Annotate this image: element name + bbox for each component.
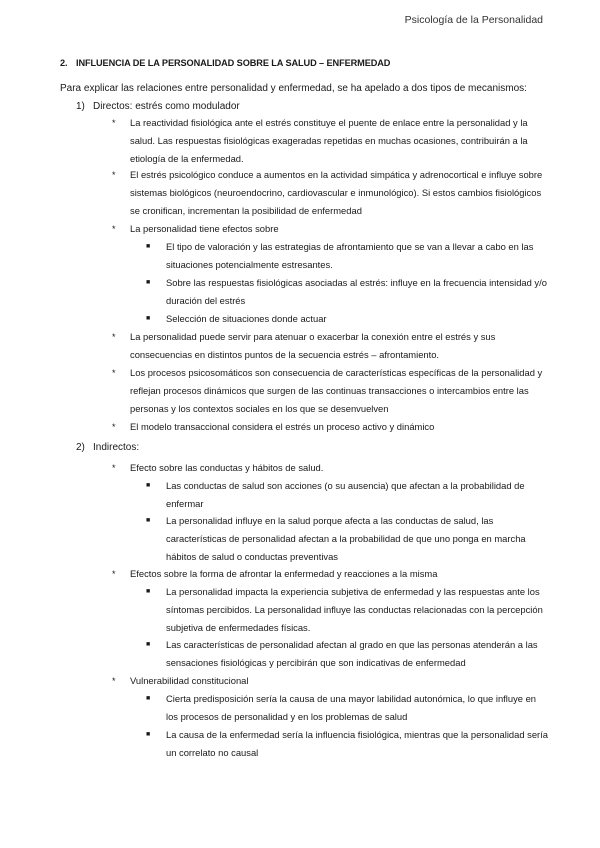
section-title-text: INFLUENCIA DE LA PERSONALIDAD SOBRE LA SALUD – ENFERMEDAD (76, 58, 391, 68)
square-bullet-icon: ■ (146, 243, 151, 250)
list-item-text: Vulnerabilidad constitucional (130, 675, 249, 686)
sub-list-item-text: La causa de la enfermedad sería la influencia fisiológica, mientras que la personalidad sería un correlato no causal (166, 729, 548, 758)
list-item-text: El estrés psicológico conduce a aumentos en la actividad simpática y adrenocortical e influye sobre sistemas biológicos (neuroendocrino, cardiovascular e inmunológico). Si estos cambios fisiológicos se cronifican, incrementan la posibilidad de enfermedad (130, 169, 543, 216)
sub-list-item (146, 636, 550, 672)
sub-list-item-text: La personalidad impacta la experiencia subjetiva de enfermedad y las respuestas ante los síntomas percibidos. La personalidad influye las conductas relacionadas con la percepción subjetiva de enfermedades físicas. (166, 586, 543, 633)
list-item (112, 114, 550, 168)
section-number: 2. (60, 58, 68, 68)
square-bullet-icon: ■ (146, 695, 151, 702)
sub-list-item-text: Cierta predisposición sería la causa de una mayor labilidad autonómica, lo que influye en los procesos de personalidad y en los problemas de salud (166, 693, 537, 722)
asterisk-bullet-icon: * (112, 224, 116, 234)
intro-paragraph: Para explicar las relaciones entre personalidad y enfermedad, se ha apelado a dos tipos de mecanismos: (60, 83, 527, 94)
sub-list-item-text: Las conductas de salud son acciones (o su ausencia) que afectan a la probabilidad de enfermar (166, 480, 525, 509)
asterisk-bullet-icon: * (112, 463, 116, 473)
list-item-text: Efecto sobre las conductas y hábitos de salud. (130, 462, 324, 473)
list-item-text: Los procesos psicosomáticos son consecuencia de características específicas de la personalidad y reflejan procesos dinámicos que surgen de las continuas transacciones o intercambios entre las personas y los contextos sociales en los que se desenvuelven (130, 367, 543, 414)
group-heading-indirectos (76, 442, 139, 453)
sub-list-item-text: La personalidad influye en la salud porque afecta a las conductas de salud, las características de personalidad afectan a la probabilidad de que uno ponga en marcha hábitos de salud o conductas preventivas (166, 515, 526, 562)
list-item (112, 459, 550, 477)
list-item (112, 328, 550, 364)
asterisk-bullet-icon: * (112, 676, 116, 686)
sub-list-item (146, 310, 550, 328)
sub-list-item (146, 512, 550, 566)
list-item (112, 418, 550, 436)
asterisk-bullet-icon: * (112, 332, 116, 342)
list-item (112, 220, 550, 238)
sub-list-item-text: Las características de personalidad afectan al grado en que las personas atenderán a las sensaciones fisiológicas y percibirán que son indicativas de enfermedad (166, 639, 538, 668)
asterisk-bullet-icon: * (112, 422, 116, 432)
group-heading-directos (76, 101, 240, 112)
group-number: 1) (76, 101, 85, 112)
asterisk-bullet-icon: * (112, 368, 116, 378)
list-item (112, 672, 550, 690)
square-bullet-icon: ■ (146, 641, 151, 648)
square-bullet-icon: ■ (146, 588, 151, 595)
asterisk-bullet-icon: * (112, 118, 116, 128)
square-bullet-icon: ■ (146, 731, 151, 738)
list-item-text: Efectos sobre la forma de afrontar la enfermedad y reacciones a la misma (130, 568, 438, 579)
square-bullet-icon: ■ (146, 315, 151, 322)
asterisk-bullet-icon: * (112, 170, 116, 180)
list-item (112, 565, 550, 583)
list-item-text: El modelo transaccional considera el estrés un proceso activo y dinámico (130, 421, 435, 432)
sub-list-item (146, 583, 550, 637)
sub-list-item-text: Selección de situaciones donde actuar (166, 313, 327, 324)
sub-list-item (146, 726, 550, 762)
group-title: Indirectos: (93, 442, 140, 453)
square-bullet-icon: ■ (146, 482, 151, 489)
sub-list-item (146, 690, 550, 726)
sub-list-item (146, 238, 550, 274)
list-item (112, 364, 550, 418)
group-number: 2) (76, 442, 85, 453)
list-item (112, 166, 550, 220)
list-item-text: La reactividad fisiológica ante el estrés constituye el puente de enlace entre la personalidad y la salud. Las respuestas fisiológicas exageradas repetidas en muchas ocasiones, contribuirán a la etiología de la enfermedad. (130, 117, 528, 164)
section-heading (60, 58, 390, 68)
asterisk-bullet-icon: * (112, 569, 116, 579)
square-bullet-icon: ■ (146, 517, 151, 524)
sub-list-item (146, 477, 550, 513)
sub-list-item-text: Sobre las respuestas fisiológicas asociadas al estrés: influye en la frecuencia intensidad y/o duración del estrés (166, 277, 547, 306)
square-bullet-icon: ■ (146, 279, 151, 286)
sub-list-item (146, 274, 550, 310)
list-item-text: La personalidad puede servir para atenuar o exacerbar la conexión entre el estrés y sus consecuencias en distintos puntos de la secuencia estrés – afrontamiento. (130, 331, 496, 360)
list-item-text: La personalidad tiene efectos sobre (130, 223, 279, 234)
running-header: Psicología de la Personalidad (404, 14, 543, 26)
sub-list-item-text: El tipo de valoración y las estrategias de afrontamiento que se van a llevar a cabo en las situaciones potencialmente estresantes. (166, 241, 534, 270)
group-title: Directos: estrés como modulador (93, 101, 240, 112)
